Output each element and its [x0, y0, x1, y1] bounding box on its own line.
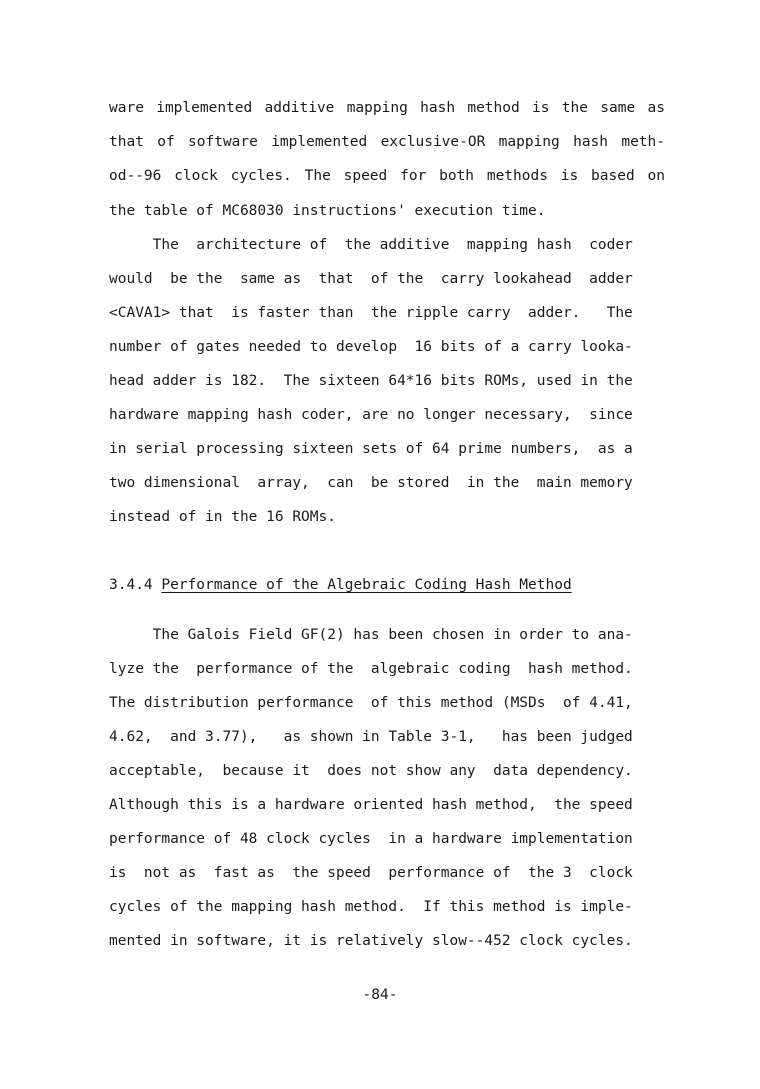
paragraph-2-line-2: would be the same as that of the carry lookahead adder — [109, 271, 633, 287]
paragraph-3-line-5: acceptable, because it does not show any data dependency. — [109, 763, 633, 779]
paragraph-2-line-4: number of gates needed to develop 16 bits of a carry looka- — [109, 339, 633, 355]
paragraph-2-line-5: head adder is 182. The sixteen 64*16 bits ROMs, used in the — [109, 373, 633, 389]
paragraph-2-line-8: two dimensional array, can be stored in the main memory — [109, 475, 633, 491]
page-number: -84- — [362, 987, 398, 1003]
paragraph-3-line-7: performance of 48 clock cycles in a hardware implementation — [109, 831, 633, 847]
paragraph-1-line-4: the table of MC68030 instructions' execution time. — [109, 203, 546, 219]
paragraph-2-line-3: <CAVA1> that is faster than the ripple carry adder. The — [109, 305, 633, 321]
paragraph-1-line-1: ware implemented additive mapping hash method is the same as — [109, 100, 665, 116]
paragraph-3-line-10: mented in software, it is relatively slow--452 clock cycles. — [109, 933, 633, 949]
paragraph-3-line-1: The Galois Field GF(2) has been chosen in order to ana- — [109, 627, 633, 643]
paragraph-2-line-7: in serial processing sixteen sets of 64 prime numbers, as a — [109, 441, 633, 457]
section-heading — [109, 575, 665, 595]
paragraph-2-line-9: instead of in the 16 ROMs. — [109, 509, 336, 525]
paragraph-1-line-3: od--96 clock cycles. The speed for both methods is based on — [109, 168, 665, 184]
paragraph-1-line-2: that of software implemented exclusive-OR mapping hash meth- — [109, 134, 665, 150]
paragraph-3-line-8: is not as fast as the speed performance of the 3 clock — [109, 865, 633, 881]
paragraph-3-line-6: Although this is a hardware oriented hash method, the speed — [109, 797, 633, 813]
section-title: Performance of the Algebraic Coding Hash Method — [161, 577, 572, 593]
paragraph-2-line-6: hardware mapping hash coder, are no longer necessary, since — [109, 407, 633, 423]
paragraph-3-line-3: The distribution performance of this method (MSDs of 4.41, — [109, 695, 633, 711]
paragraph-3-line-9: cycles of the mapping hash method. If this method is imple- — [109, 899, 633, 915]
section-number: 3.4.4 — [109, 577, 153, 593]
paragraph-3-line-4: 4.62, and 3.77), as shown in Table 3-1, has been judged — [109, 729, 633, 745]
paragraph-2-line-1: The architecture of the additive mapping hash coder — [109, 237, 633, 253]
paragraph-3-line-2: lyze the performance of the algebraic coding hash method. — [109, 661, 633, 677]
